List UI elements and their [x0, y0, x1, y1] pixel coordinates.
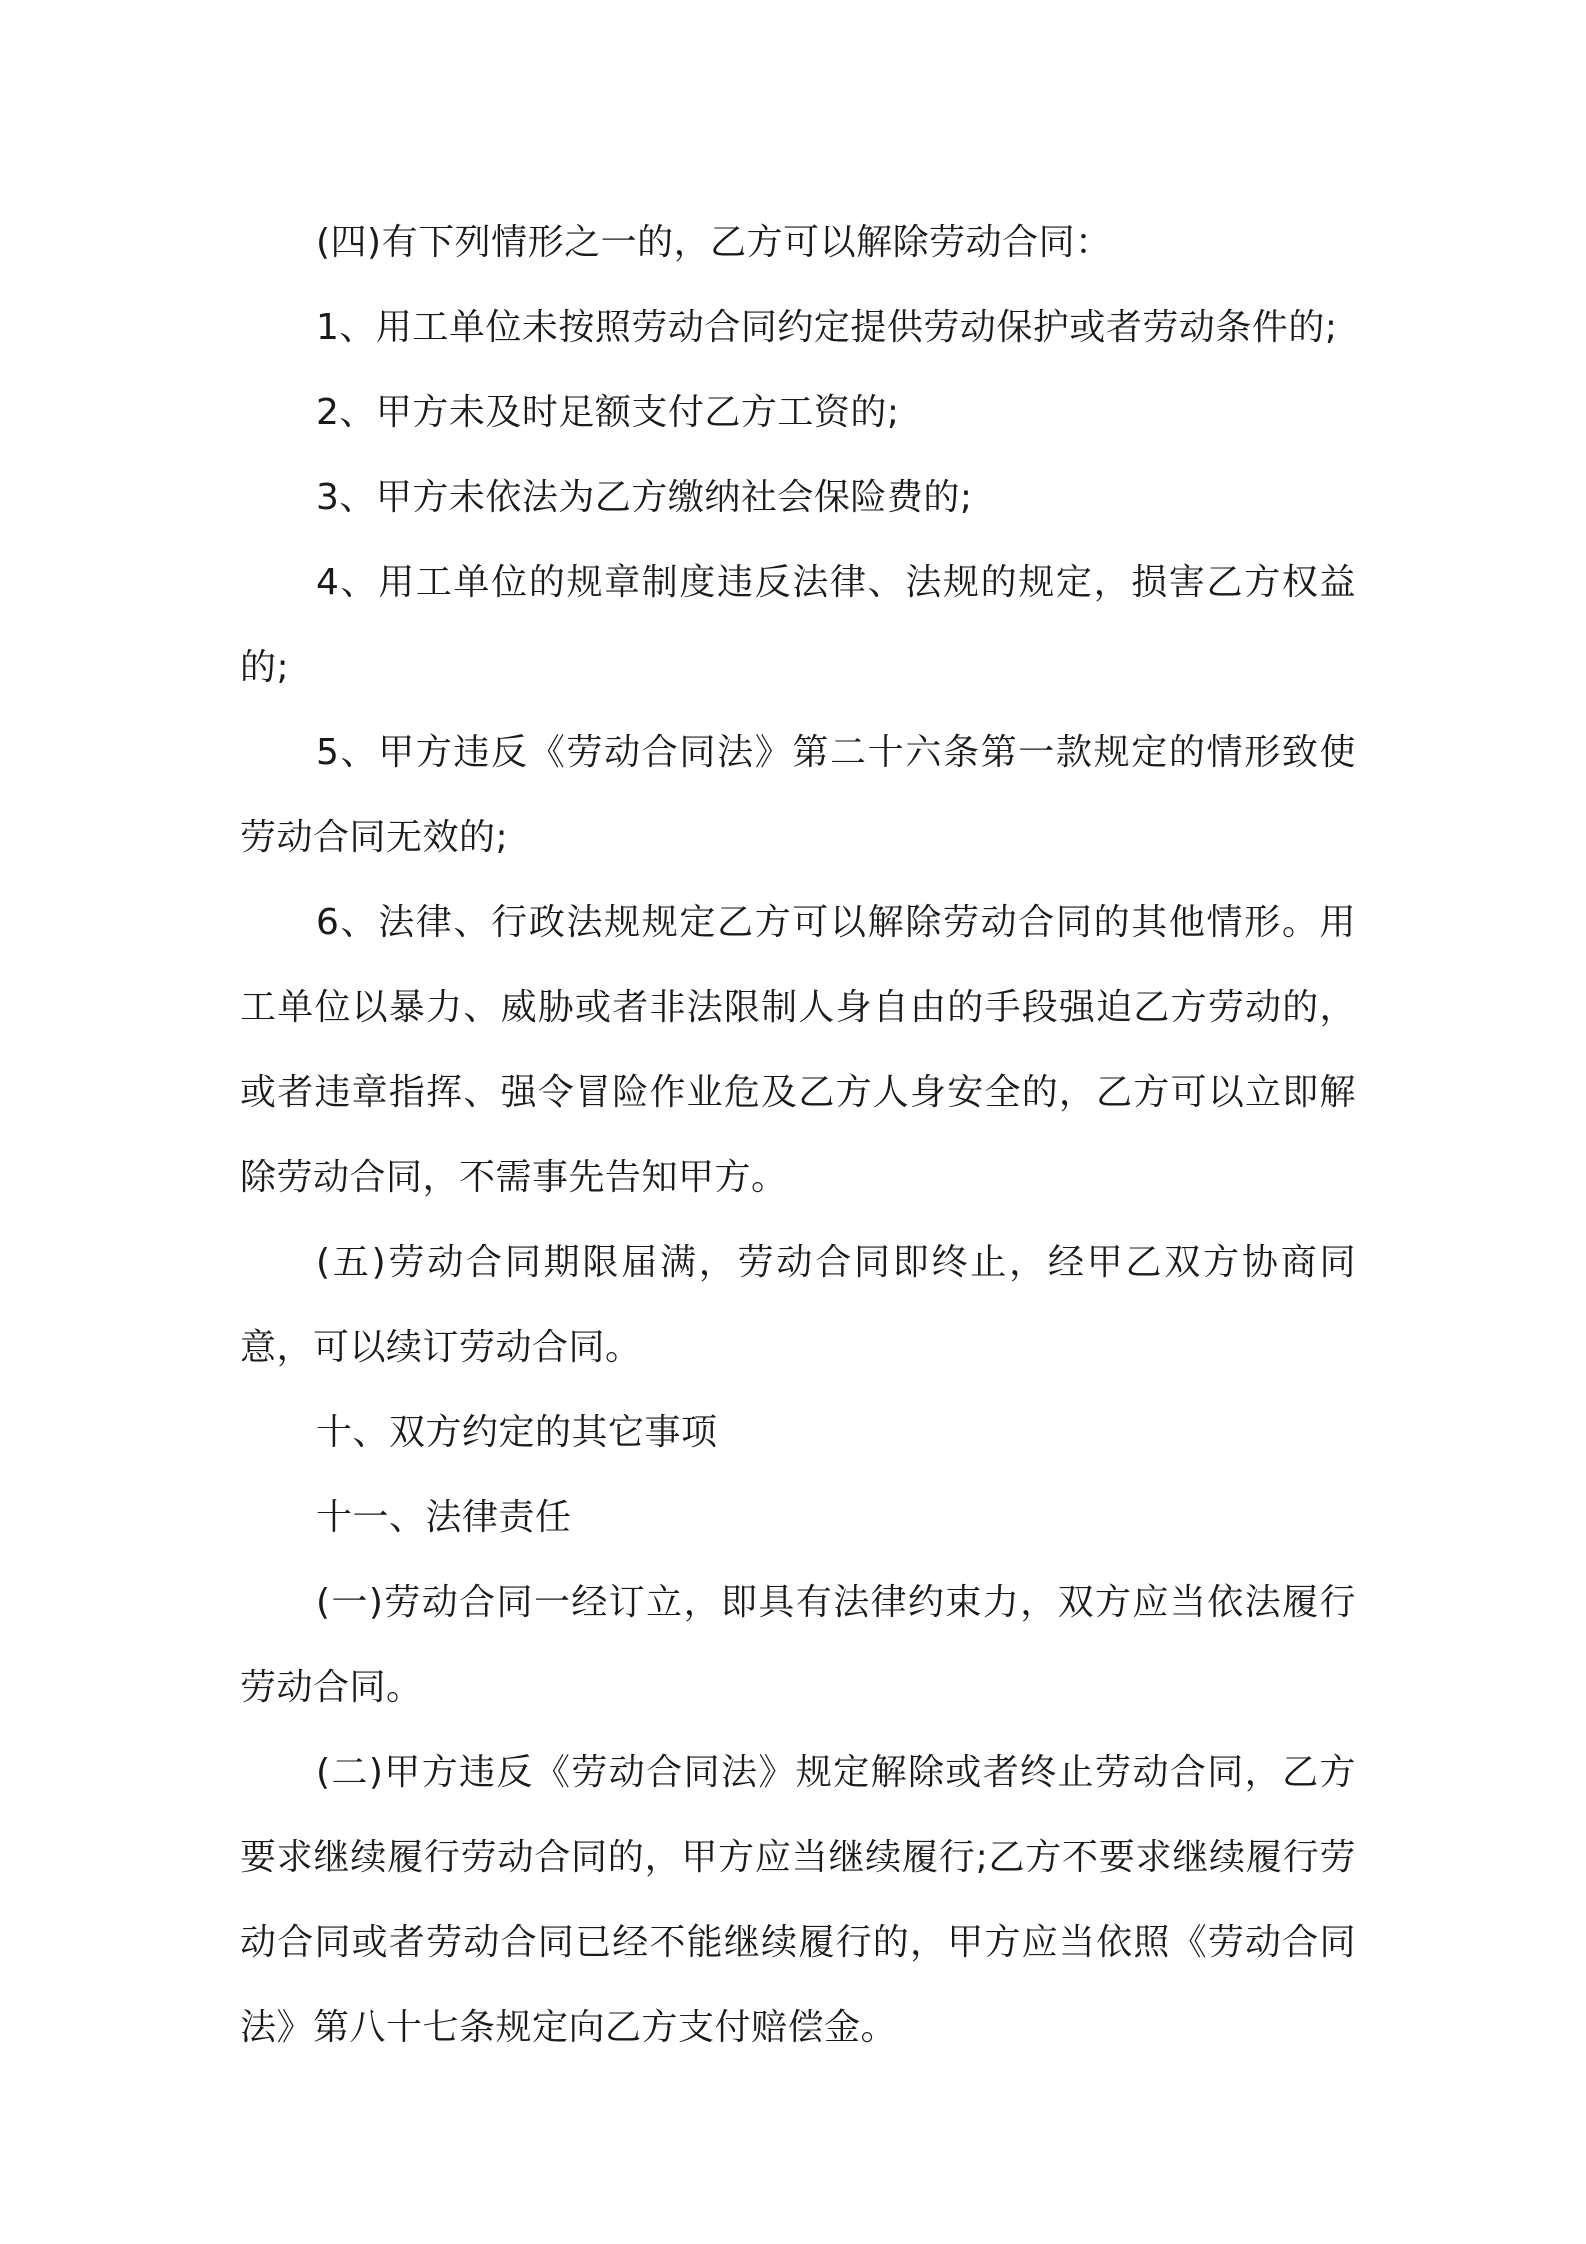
paragraph-item-3: 3、甲方未依法为乙方缴纳社会保险费的; [316, 477, 973, 518]
document-body [240, 200, 1356, 2070]
paragraph-item-4: 4、用工单位的规章制度违反法律、法规的规定，损害乙方权益的; [240, 562, 1356, 688]
paragraph-item-6: 6、法律、行政法规规定乙方可以解除劳动合同的其他情形。用工单位以暴力、威胁或者非法限制人身自由的手段强迫乙方劳动的，或者违章指挥、强令冒险作业危及乙方人身安全的，乙方可以立即解除劳动合同，不需事先告知甲方。 [240, 902, 1356, 1198]
paragraph-item-1: 1、用工单位未按照劳动合同约定提供劳动保护或者劳动条件的; [316, 307, 1338, 348]
paragraph-liability-1: (一)劳动合同一经订立，即具有法律约束力，双方应当依法履行劳动合同。 [240, 1582, 1356, 1708]
section-heading-other-matters: 十、双方约定的其它事项 [316, 1412, 718, 1453]
paragraph-liability-2: (二)甲方违反《劳动合同法》规定解除或者终止劳动合同，乙方要求继续履行劳动合同的，甲方应当继续履行;乙方不要求继续履行劳动合同或者劳动合同已经不能继续履行的，甲方应当依照《劳动合同法》第八十七条规定向乙方支付赔偿金。 [240, 1752, 1356, 2048]
paragraph-termination-conditions-heading: (四)有下列情形之一的，乙方可以解除劳动合同： [316, 222, 1112, 263]
paragraph-item-2: 2、甲方未及时足额支付乙方工资的; [316, 392, 900, 433]
section-heading-legal-liability: 十一、法律责任 [316, 1497, 572, 1538]
paragraph-contract-renewal: (五)劳动合同期限届满，劳动合同即终止，经甲乙双方协商同意，可以续订劳动合同。 [240, 1242, 1356, 1368]
paragraph-item-5: 5、甲方违反《劳动合同法》第二十六条第一款规定的情形致使劳动合同无效的; [240, 732, 1356, 858]
